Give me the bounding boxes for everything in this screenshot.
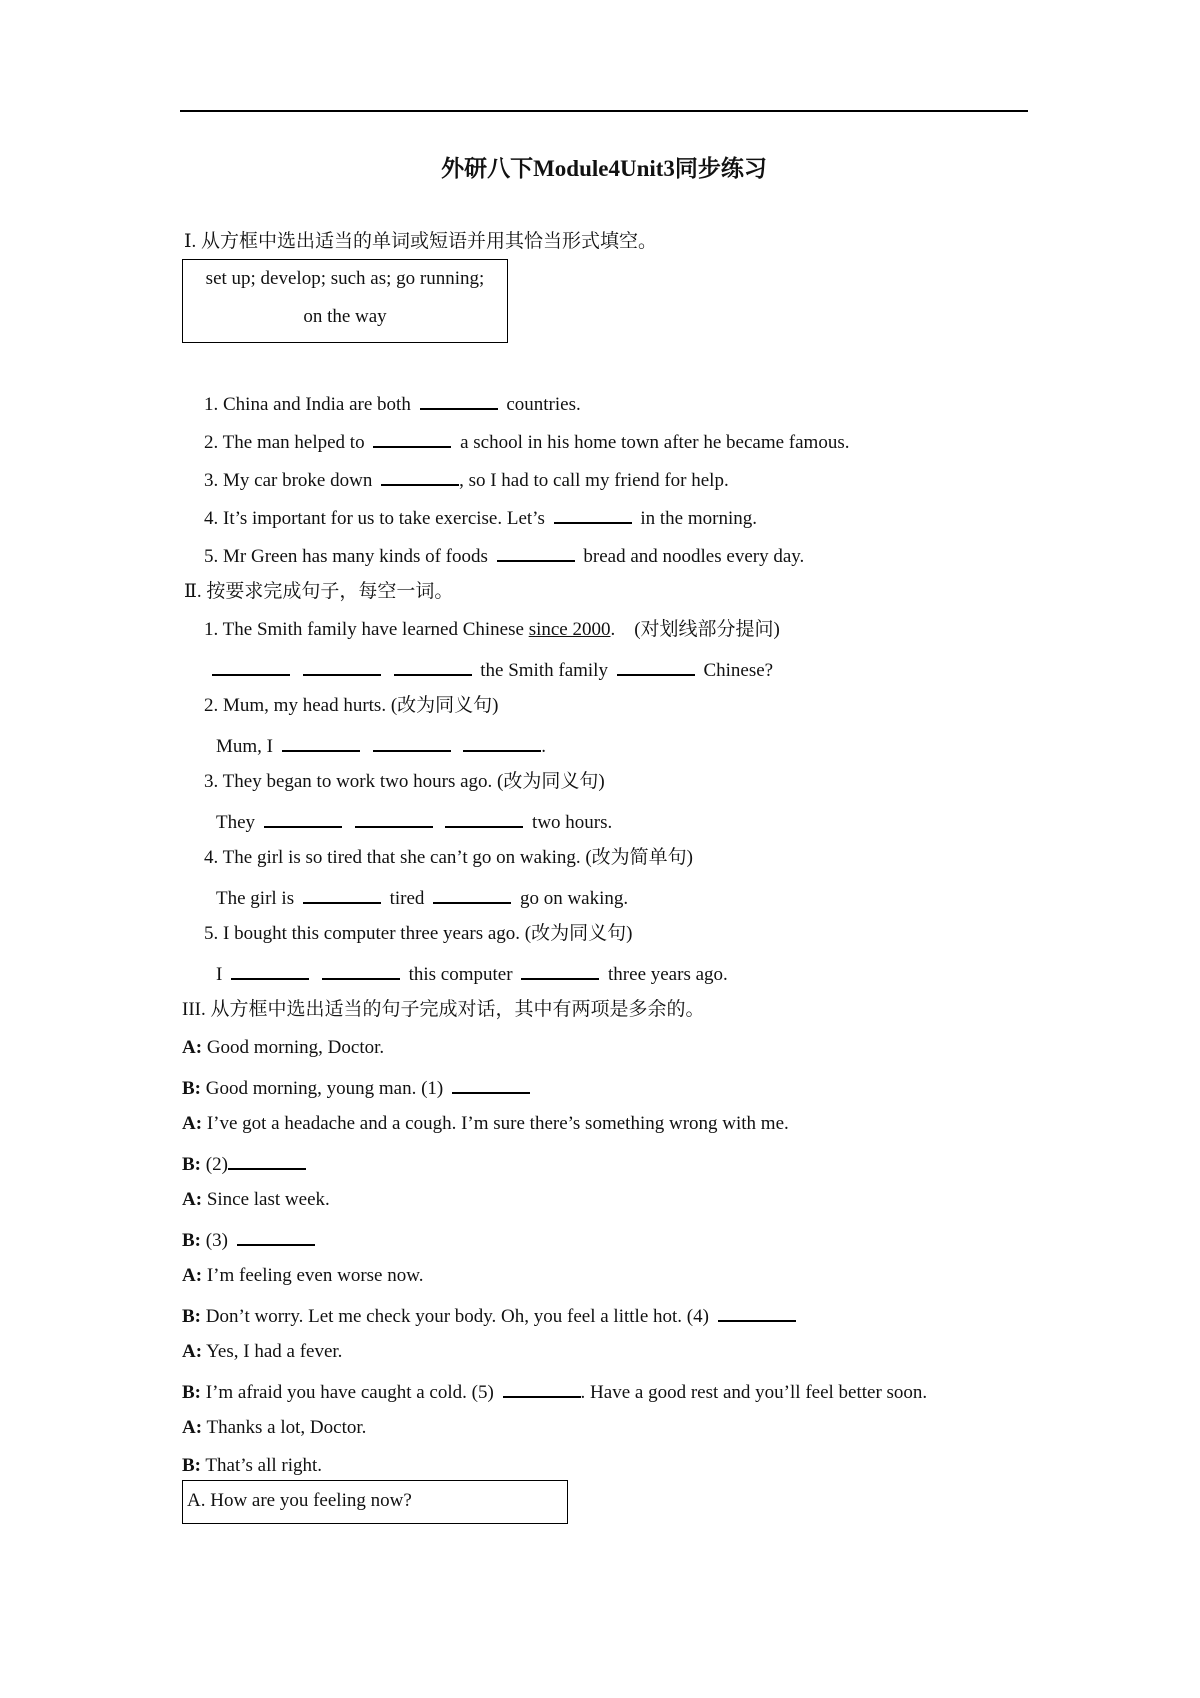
s2-answer-5: I this computer three years ago. <box>216 960 728 987</box>
answer-blank[interactable] <box>373 732 451 752</box>
answer-blank[interactable] <box>554 504 632 524</box>
answer-blank[interactable] <box>355 808 433 828</box>
top-rule <box>180 110 1028 112</box>
dialogue-line-6: B: (3) <box>182 1226 319 1253</box>
answer-blank[interactable] <box>718 1302 796 1322</box>
options-box <box>182 1480 568 1524</box>
section3-heading: III. 从方框中选出适当的句子完成对话，其中有两项是多余的。 <box>182 999 705 1020</box>
word-box-line1: set up; develop; such as; go running; <box>205 268 485 289</box>
s2-answer-1: the Smith family Chinese? <box>212 656 773 683</box>
answer-blank[interactable] <box>433 884 511 904</box>
underlined-phrase: since 2000 <box>528 619 611 640</box>
dialogue-line-1: A: Good morning, Doctor. <box>182 1037 385 1058</box>
section1-heading: Ⅰ. 从方框中选出适当的单词或短语并用其恰当形式填空。 <box>184 231 658 252</box>
word-box-line2: on the way <box>303 306 387 327</box>
s1-question-2: 2. The man helped to a school in his home town after he became famous. <box>204 428 849 455</box>
s2-question-5: 5. I bought this computer three years ago. (改为同义句) <box>204 923 633 944</box>
s2-answer-2: Mum, I . <box>216 732 546 759</box>
answer-blank[interactable] <box>503 1378 581 1398</box>
answer-blank[interactable] <box>322 960 400 980</box>
answer-blank[interactable] <box>463 732 541 752</box>
word-box <box>182 259 508 343</box>
answer-blank[interactable] <box>420 390 498 410</box>
speaker-a: A: <box>182 1265 203 1286</box>
speaker-b: B: <box>182 1078 201 1099</box>
dialogue-line-12: B: That’s all right. <box>182 1455 323 1476</box>
speaker-b: B: <box>182 1154 201 1175</box>
answer-blank[interactable] <box>231 960 309 980</box>
dialogue-line-10: B: I’m afraid you have caught a cold. (5) . Have a good rest and you’ll feel better soon. <box>182 1378 927 1405</box>
speaker-b: B: <box>182 1382 201 1403</box>
speaker-a: A: <box>182 1037 203 1058</box>
section2-heading: Ⅱ. 按要求完成句子，每空一词。 <box>184 581 454 602</box>
dialogue-line-7: A: I’m feeling even worse now. <box>182 1265 424 1286</box>
speaker-b: B: <box>182 1455 201 1476</box>
speaker-a: A: <box>182 1341 203 1362</box>
dialogue-line-4: B: (2) <box>182 1150 310 1177</box>
s2-question-4: 4. The girl is so tired that she can’t go on waking. (改为简单句) <box>204 847 693 868</box>
answer-blank[interactable] <box>303 656 381 676</box>
speaker-a: A: <box>182 1113 203 1134</box>
dialogue-line-11: A: Thanks a lot, Doctor. <box>182 1417 367 1438</box>
speaker-a: A: <box>182 1417 203 1438</box>
answer-blank[interactable] <box>381 466 459 486</box>
answer-blank[interactable] <box>521 960 599 980</box>
s2-answer-3: They two hours. <box>216 808 612 835</box>
dialogue-line-9: A: Yes, I had a fever. <box>182 1341 343 1362</box>
answer-blank[interactable] <box>445 808 523 828</box>
dialogue-line-5: A: Since last week. <box>182 1189 330 1210</box>
speaker-a: A: <box>182 1189 203 1210</box>
speaker-b: B: <box>182 1230 201 1251</box>
dialogue-line-2: B: Good morning, young man. (1) <box>182 1074 534 1101</box>
answer-blank[interactable] <box>617 656 695 676</box>
answer-blank[interactable] <box>497 542 575 562</box>
answer-blank[interactable] <box>264 808 342 828</box>
s1-question-1: 1. China and India are both countries. <box>204 390 581 417</box>
answer-blank[interactable] <box>282 732 360 752</box>
dialogue-line-8: B: Don’t worry. Let me check your body. Oh, you feel a little hot. (4) <box>182 1302 800 1329</box>
option-a: A. How are you feeling now? <box>187 1490 412 1511</box>
answer-blank[interactable] <box>373 428 451 448</box>
answer-blank[interactable] <box>237 1226 315 1246</box>
page-title: 外研八下Module4Unit3同步练习 <box>441 156 767 181</box>
s2-question-1: 1. The Smith family have learned Chinese since 2000. (对划线部分提问) <box>204 619 780 640</box>
answer-blank[interactable] <box>228 1150 306 1170</box>
dialogue-line-3: A: I’ve got a headache and a cough. I’m sure there’s something wrong with me. <box>182 1113 789 1134</box>
answer-blank[interactable] <box>303 884 381 904</box>
s1-question-5: 5. Mr Green has many kinds of foods bread and noodles every day. <box>204 542 804 569</box>
answer-blank[interactable] <box>212 656 290 676</box>
s2-answer-4: The girl is tired go on waking. <box>216 884 628 911</box>
s1-question-4: 4. It’s important for us to take exercise. Let’s in the morning. <box>204 504 757 531</box>
s1-question-3: 3. My car broke down , so I had to call my friend for help. <box>204 466 729 493</box>
answer-blank[interactable] <box>394 656 472 676</box>
s2-question-3: 3. They began to work two hours ago. (改为同义句) <box>204 771 605 792</box>
s2-question-2: 2. Mum, my head hurts. (改为同义句) <box>204 695 499 716</box>
answer-blank[interactable] <box>452 1074 530 1094</box>
speaker-b: B: <box>182 1306 201 1327</box>
